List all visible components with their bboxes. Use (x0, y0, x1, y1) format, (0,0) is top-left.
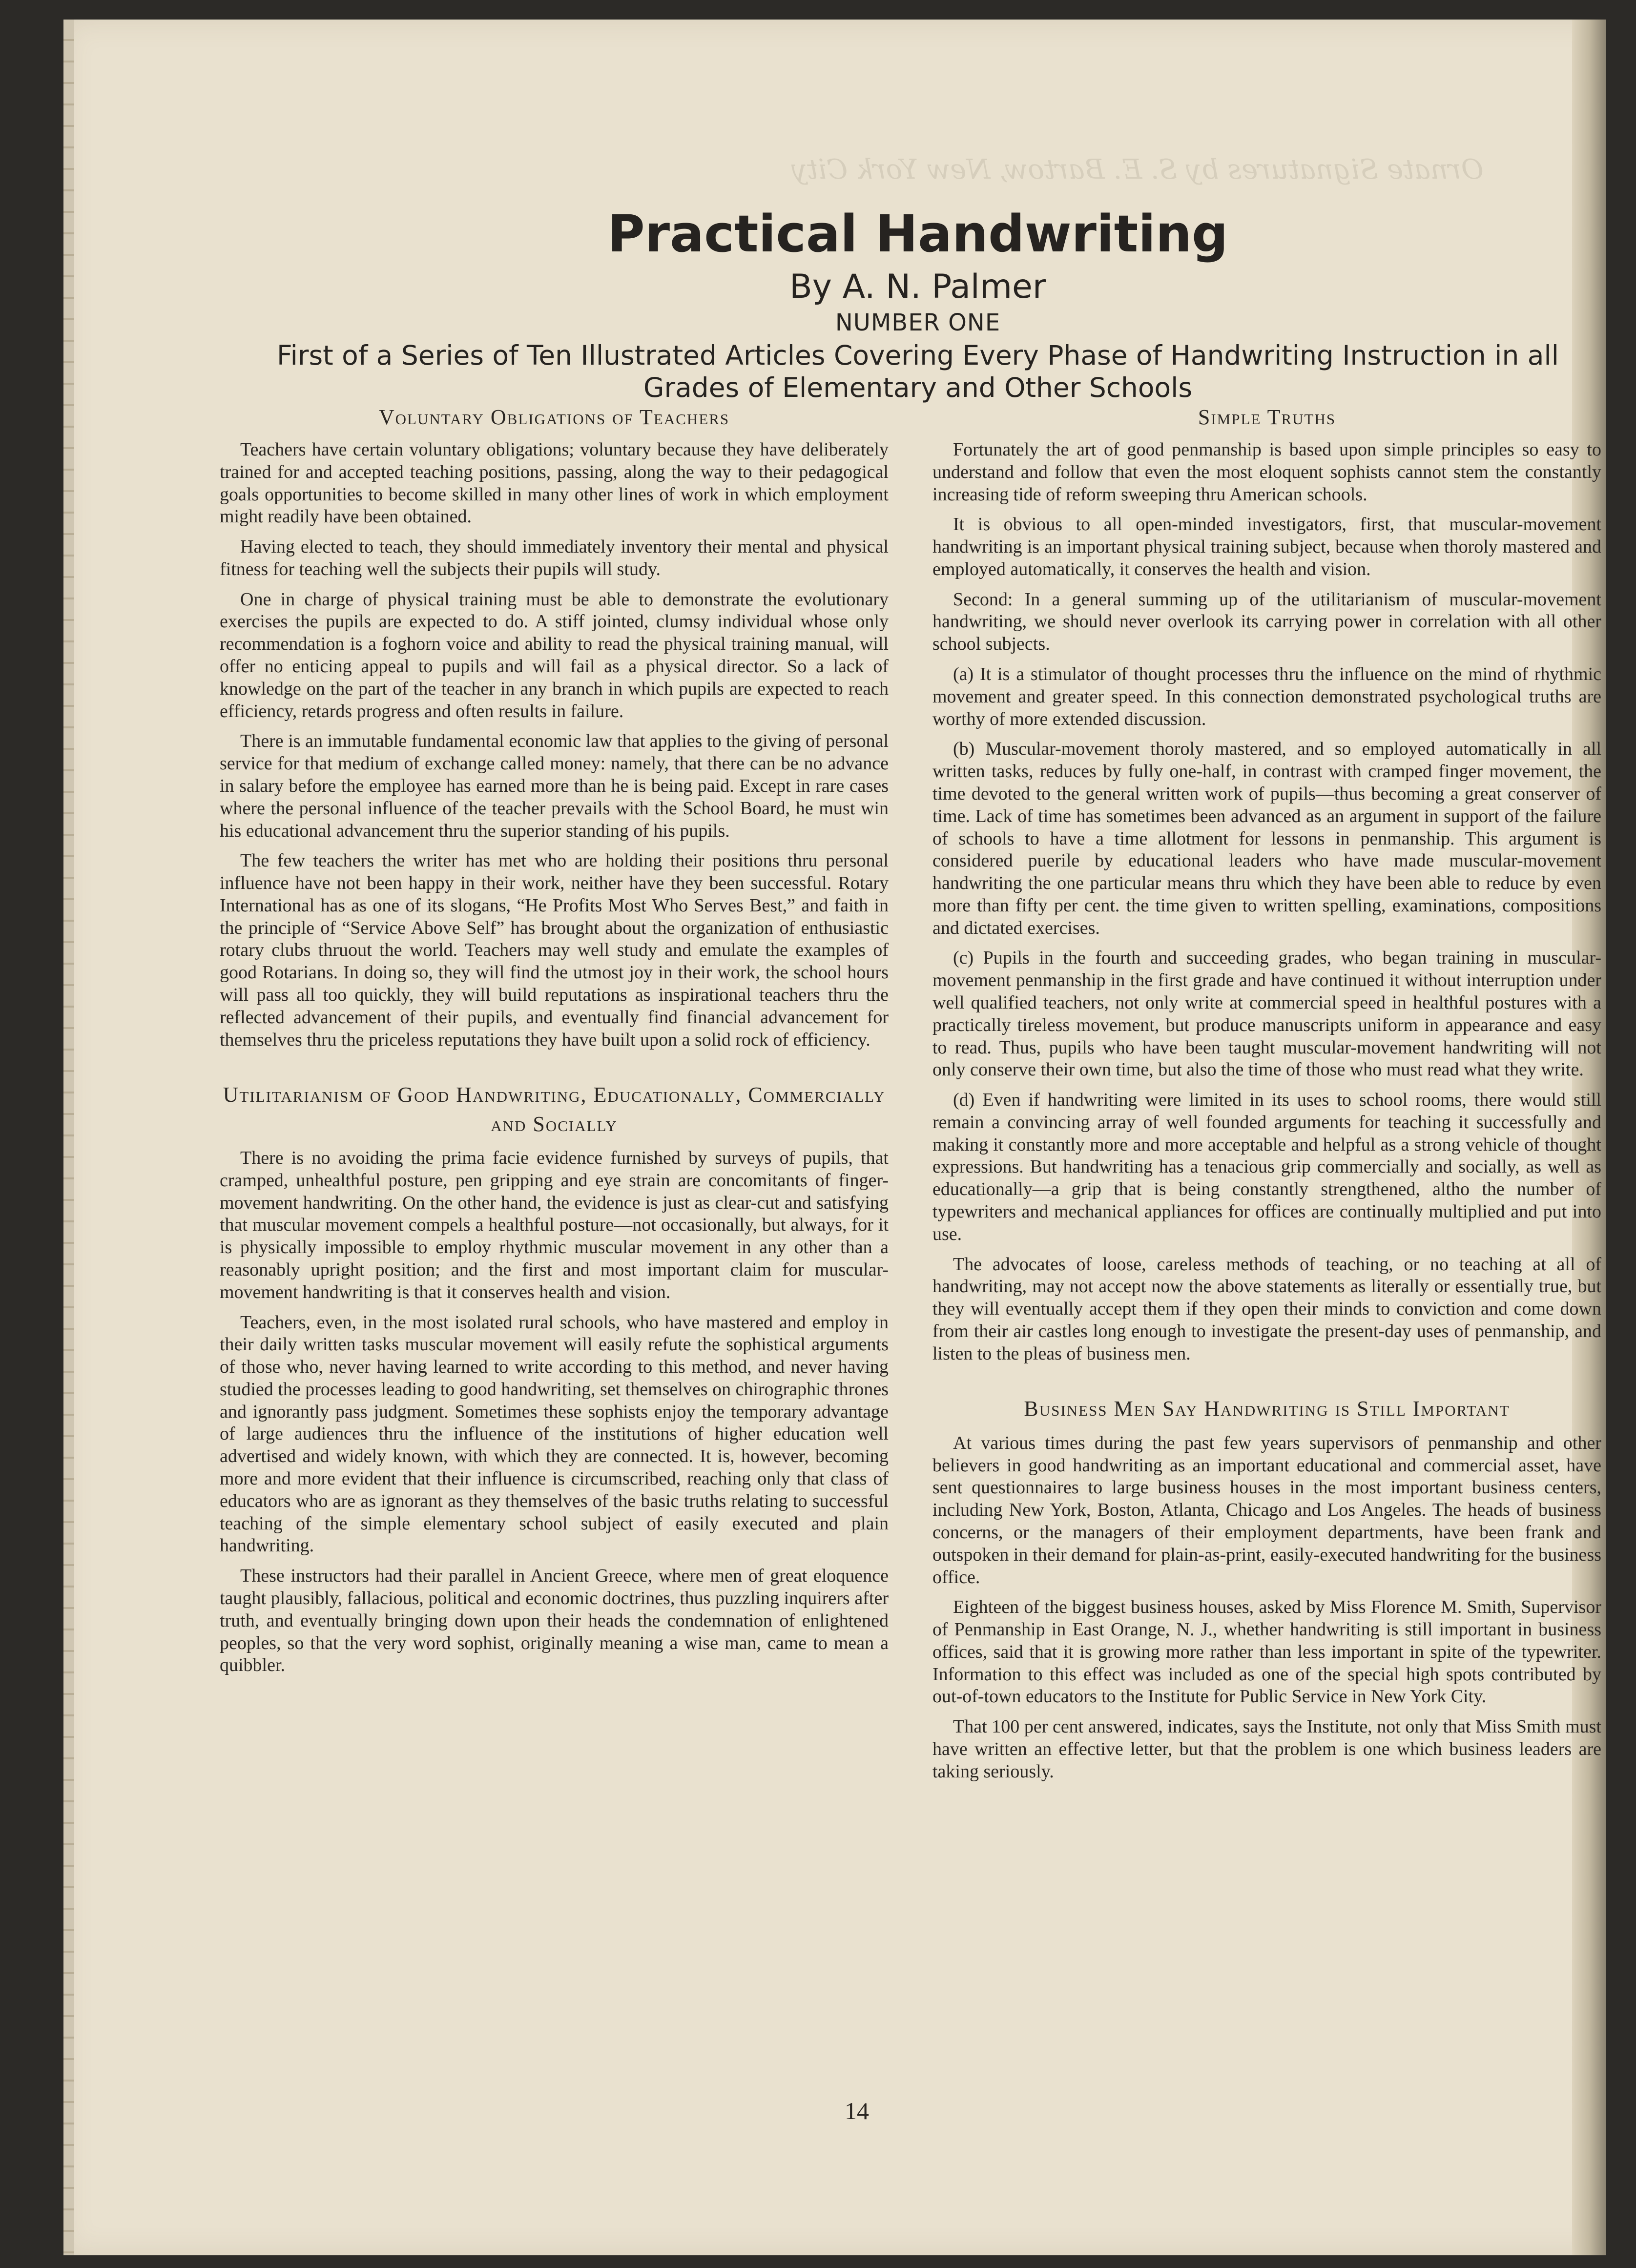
right-column (932, 395, 1601, 1791)
article-header (229, 205, 1606, 404)
paragraph: (a) It is a stimulator of thought processes thru the influence on the mind of rhythmic movement and greater speed. In this connection demonstrated psychological truths are worthy of more extended discussion. (932, 664, 1601, 729)
paragraph: Eighteen of the biggest business houses, asked by Miss Florence M. Smith, Supervisor of Penmanship in East Orange, N. J., whether handwriting is still important in business offices, said that it is growing more rather than less important in spite of the typewriter. Information to this effect was included as one of the special high spots contributed by out-of-town educators to the Institute for Public Service in New York City. (932, 1597, 1601, 1707)
article-subtitle: First of a Series of Ten Illustrated Articles Covering Every Phase of Handwriting Instruction in all Grades of Elementary and Other Schools (276, 339, 1559, 403)
paragraph: (c) Pupils in the fourth and succeeding grades, who began training in muscular-movement penmanship in the first grade and have continued it without interruption under well qualified teachers, not only write at commercial speed in healthful postures with a practically tireless movement, but produce manuscripts uniform in appearance and easy to read. Thus, pupils who have been taught muscular-movement handwriting will not only conserve their own time, but also the time of those who must read what they write. (932, 948, 1601, 1080)
page-number: 14 (845, 2097, 869, 2124)
paragraph: There is an immutable fundamental economic law that applies to the giving of personal service for that medium of exchange called money: namely, that there can be no advance in salary before the employee has earned more than he is being paid. Except in rare cases where the personal influence of the teacher prevails with the School Board, he must win his educational advancement thru the superior standing of his pupils. (220, 731, 889, 841)
left-column (220, 395, 889, 1685)
article-title: Practical Handwriting (607, 204, 1228, 264)
paragraph: At various times during the past few years supervisors of penmanship and other believers in good handwriting as an important educational and commercial asset, have sent questionnaires to large business houses in the most important business centers, including New York, Boston, Atlanta, Chicago and Los Angeles. The heads of business concerns, or the managers of their employment departments, have been frank and outspoken in their demand for plain-as-print, easily-executed handwriting for the business office. (932, 1432, 1601, 1588)
bleed-through-text: Ornate Signatures by S. E. Bartow, New York City (791, 154, 1484, 186)
article-byline: By A. N. Palmer (789, 267, 1046, 306)
paragraph: The few teachers the writer has met who are holding their positions thru personal influence have not been happy in their work, neither have they been successful. Rotary International has as one of its slogans, “He Profits Most Who Serves Best,” and faith in the principle of “Service Above Self” has brought about the organization of enthusiastic rotary clubs thruout the world. Teachers may well study and emulate the examples of good Rotarians. In doing so, they will find the utmost joy in their work, the school hours will pass all too quickly, they will build reputations as inspirational teachers thru the reflected advancement of their pupils, and eventually find financial advancement for themselves thru the priceless reputations they have built upon a solid rock of efficiency. (220, 850, 889, 1050)
paragraph: Teachers, even, in the most isolated rural schools, who have mastered and employ in their daily written tasks muscular movement will easily refute the sophistical arguments of those who, never having learned to write according to this method, and never having studied the processes leading to good handwriting, set themselves on chirographic thrones and ignorantly pass judgment. Sometimes these sophists enjoy the temporary advantage of large audiences thru the influence of the institutions of higher education well advertised and widely known, with which they are connected. It is, however, becoming more and more evident that their influence is circumscribed, reaching only that class of educators who are as ignorant as they themselves of the basic truths relating to successful teaching of the simple elementary school subject of easily executed and plain handwriting. (220, 1312, 889, 1556)
paragraph: (d) Even if handwriting were limited in its uses to school rooms, there would still remain a convincing array of well founded arguments for teaching it successfully and making it constantly more and more acceptable and helpful as a strong vehicle of thought expressions. But handwriting has a tenacious grip commercially and socially, as well as educationally—a grip that is being constantly strengthened, altho the number of typewriters and mechanical appliances for offices are continually multiplied and put into use. (932, 1090, 1601, 1244)
paragraph: There is no avoiding the prima facie evidence furnished by surveys of pupils, that cramped, unhealthful posture, pen gripping and eye strain are concomitants of finger-movement handwriting. On the other hand, the evidence is just as clear-cut and satisfying that muscular movement compels a healthful posture—not occasionally, but always, for it is physically impossible to employ rhythmic muscular movement in any other than a reasonably upright position; and the first and most important claim for muscular-movement handwriting is that it conserves health and vision. (220, 1148, 889, 1302)
section-heading: Voluntary Obligations of Teachers (378, 405, 730, 429)
paragraph: Having elected to teach, they should immediately inventory their mental and physical fitness for teaching well the subjects their pupils will study. (220, 536, 889, 579)
section-heading: Simple Truths (1198, 405, 1336, 429)
paragraph: These instructors had their parallel in Ancient Greece, where men of great eloquence taught plausibly, fallacious, political and economic doctrines, thus puzzling inquirers after truth, and eventually bringing down upon their heads the condemnation of enlightened peoples, so that the very word sophist, originally meaning a wise man, came to mean a quibbler. (220, 1566, 889, 1676)
article-number: NUMBER ONE (835, 309, 1001, 336)
magazine-page (63, 20, 1606, 2255)
paragraph: Second: In a general summing up of the utilitarianism of muscular-movement handwriting, we should never overlook its carrying power in correlation with all other school subjects. (932, 589, 1601, 655)
binding-edge (63, 20, 74, 2255)
paragraph: (b) Muscular-movement thoroly mastered, and so employed automatically in all written tasks, reduces by fully one-half, in contrast with cramped finger movement, the time devoted to the general written work of pupils—thus becoming a great conserver of time. Lack of time has sometimes been advanced as an argument in support of the failure of schools to have a time allotment for lessons in penmanship. This argument is considered puerile by educational leaders who have made muscular-movement handwriting the one particular means thru which they have been able to reduce by even more than fifty per cent. the time given to written spelling, examinations, compositions and dictated exercises. (932, 739, 1601, 938)
section-heading: Business Men Say Handwriting is Still Important (1024, 1397, 1510, 1421)
paragraph: One in charge of physical training must be able to demonstrate the evolutionary exercises the pupils are expected to do. A stiff jointed, clumsy individual whose only recommendation is a foghorn voice and ability to read the physical training manual, will offer no enticing appeal to pupils and will fail as a physical director. So a lack of knowledge on the part of the teacher in any branch in which pupils are expected to reach efficiency, retards progress and often results in failure. (220, 589, 889, 722)
paragraph: Fortunately the art of good penmanship is based upon simple principles so easy to understand and follow that even the most eloquent sophists cannot stem the constantly increasing tide of reform sweeping thru American schools. (932, 439, 1601, 505)
paragraph: It is obvious to all open-minded investigators, first, that muscular-movement handwriting is an important physical training subject, because when thoroly mastered and employed automatically, it conserves the health and vision. (932, 514, 1601, 579)
paragraph: The advocates of loose, careless methods of teaching, or no teaching at all of handwriting, may not accept now the above statements as literally or essentially true, but they will eventually accept them if they open their minds to conviction and come down from their air castles long enough to investigate the present-day uses of penmanship, and listen to the pleas of business men. (932, 1254, 1601, 1364)
section-heading: Utilitarianism of Good Handwriting, Educationally, Commercially and Socially (223, 1083, 886, 1136)
paragraph: Teachers have certain voluntary obligations; voluntary because they have deliberately trained for and accepted teaching positions, passing, along the way to their pedagogical goals opportunities to become skilled in many other lines of work in which employment might readily have been obtained. (220, 439, 889, 527)
paragraph: That 100 per cent answered, indicates, says the Institute, not only that Miss Smith must have written an effective letter, but that the problem is one which business leaders are taking seriously. (932, 1716, 1601, 1782)
